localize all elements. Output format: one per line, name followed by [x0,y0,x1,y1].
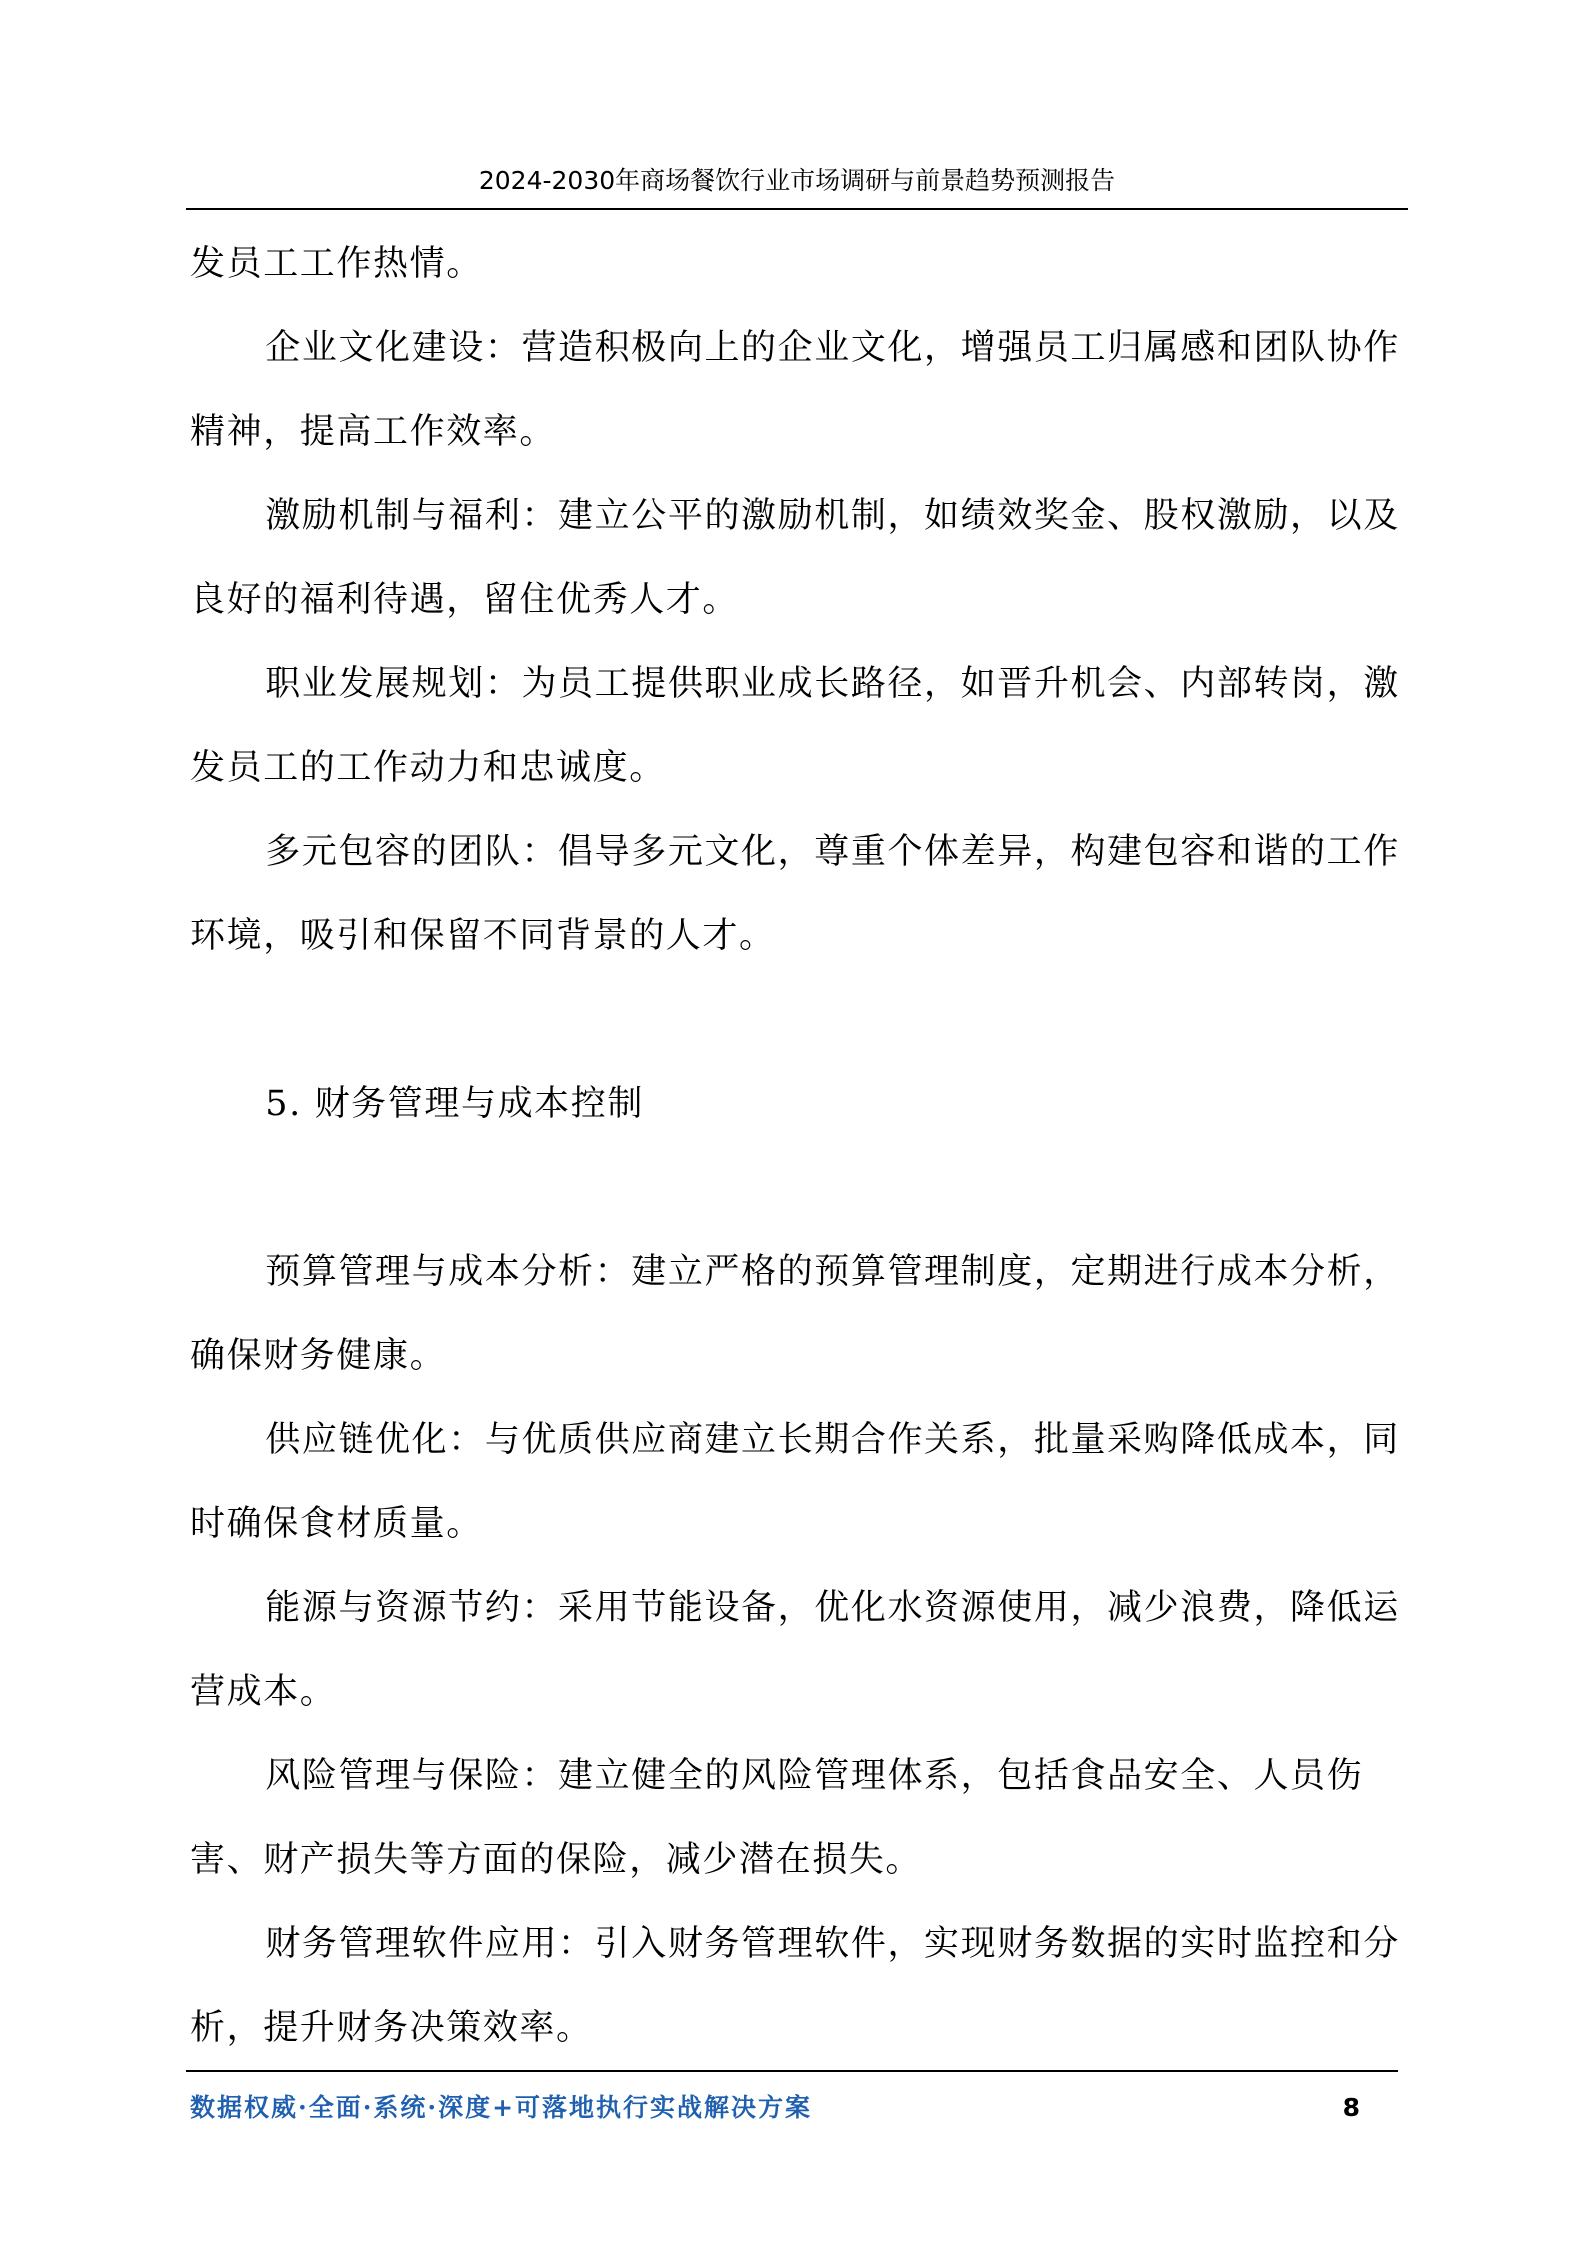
paragraph-inclusive-team: 多元包容的团队：倡导多元文化，尊重个体差异，构建包容和谐的工作环境，吸引和保留不同背景的人才。 [190,832,1400,956]
paragraph-energy-saving: 能源与资源节约：采用节能设备，优化水资源使用，减少浪费，降低运营成本。 [190,1588,1400,1712]
page-header-title: 2024-2030年商场餐饮行业市场调研与前景趋势预测报告 [478,166,1116,195]
continued-paragraph: 发员工工作热情。 [190,244,483,284]
paragraph-finance-software: 财务管理软件应用：引入财务管理软件，实现财务数据的实时监控和分析，提升财务决策效率。 [190,1924,1400,2048]
paragraph-budget-cost-analysis: 预算管理与成本分析：建立严格的预算管理制度，定期进行成本分析，确保财务健康。 [190,1252,1400,1376]
document-body [190,222,1400,2070]
header-divider [186,208,1408,210]
footer-divider [186,2070,1398,2072]
section-heading-finance: 5. 财务管理与成本控制 [265,1084,644,1124]
paragraph-supply-chain: 供应链优化：与优质供应商建立长期合作关系，批量采购降低成本，同时确保食材质量。 [190,1420,1400,1544]
paragraph-risk-insurance: 风险管理与保险：建立健全的风险管理体系，包括食品安全、人员伤害、财产损失等方面的保险，减少潜在损失。 [190,1756,1364,1880]
footer-slogan: 数据权威·全面·系统·深度+可落地执行实战解决方案 [190,2093,813,2122]
paragraph-incentives-benefits: 激励机制与福利：建立公平的激励机制，如绩效奖金、股权激励，以及良好的福利待遇，留住优秀人才。 [190,496,1400,620]
paragraph-career-development: 职业发展规划：为员工提供职业成长路径，如晋升机会、内部转岗，激发员工的工作动力和忠诚度。 [190,664,1400,788]
paragraph-corporate-culture: 企业文化建设：营造积极向上的企业文化，增强员工归属感和团队协作精神，提高工作效率。 [190,328,1400,452]
page-number: 8 [1342,2093,1360,2122]
